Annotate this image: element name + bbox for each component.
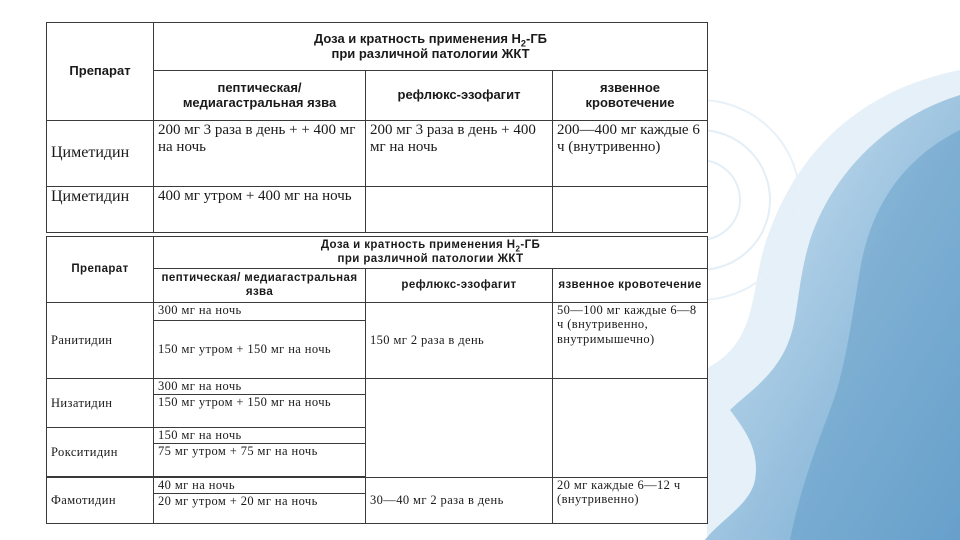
dose-ulcer: 150 мг на ночь: [154, 428, 366, 444]
table-row: [47, 379, 708, 395]
column-header-reflux: рефлюкс-эзофагит: [366, 71, 553, 121]
table-title: Доза и кратность применения $Н_2-ГБ$ при различной патологии ЖКТ: [154, 237, 708, 269]
column-header-reflux: рефлюкс-эзофагит: [366, 269, 553, 303]
column-header-drug: Препарат: [47, 237, 154, 303]
dose-reflux-empty: [366, 379, 553, 478]
column-header-ulcer: пептическая/ медиагастральная язва: [154, 269, 366, 303]
table-row: [47, 303, 708, 321]
dose-bleeding: [553, 187, 708, 233]
drug-name: Фамотидин: [47, 478, 154, 524]
drug-name: Рокситидин: [47, 428, 154, 477]
dose-table-cimetidine: [46, 22, 708, 233]
drug-name: Низатидин: [47, 379, 154, 428]
dose-ulcer: 150 мг утром + 150 мг на ночь: [154, 321, 366, 379]
drug-name: Циметидин: [47, 187, 154, 233]
dose-ulcer: 300 мг на ночь: [154, 379, 366, 395]
dose-ulcer: 200 мг 3 раза в день + + 400 мг на ночь: [154, 121, 366, 187]
dose-reflux: 30—40 мг 2 раза в день: [366, 478, 553, 524]
dose-ulcer: 150 мг утром + 150 мг на ночь: [154, 395, 366, 428]
table-title: Доза и кратность применения $Н_2-ГБ$ при различной патологии ЖКТ: [154, 23, 708, 71]
column-header-drug: Препарат: [47, 23, 154, 121]
table-row: [47, 478, 708, 494]
dose-table-h2-blockers: [46, 236, 708, 524]
column-header-bleeding: язвенное кровотечение: [553, 71, 708, 121]
dose-bleeding-empty: [553, 379, 708, 478]
dose-reflux: 150 мг 2 раза в день: [366, 303, 553, 379]
dose-reflux: 200 мг 3 раза в день + 400 мг на ночь: [366, 121, 553, 187]
table-document: [46, 18, 707, 538]
dose-ulcer: 20 мг утром + 20 мг на ночь: [154, 494, 366, 524]
drug-name: Циметидин: [47, 121, 154, 187]
dose-ulcer: 300 мг на ночь: [154, 303, 366, 321]
dose-bleeding: 200—400 мг каждые 6 ч (внутривенно): [553, 121, 708, 187]
dose-ulcer: 75 мг утром + 75 мг на ночь: [154, 444, 366, 477]
dose-bleeding: 20 мг каждые 6—12 ч (внутривенно): [553, 478, 708, 524]
dose-bleeding: 50—100 мг каждые 6—8 ч (внутривенно, внутримышечно): [553, 303, 708, 379]
column-header-bleeding: язвенное кровотечение: [553, 269, 708, 303]
column-header-ulcer: пептическая/ медиагастральная язва: [154, 71, 366, 121]
table-row: [47, 187, 708, 233]
drug-name: Ранитидин: [47, 303, 154, 379]
dose-reflux: [366, 187, 553, 233]
table-row: [47, 121, 708, 187]
dose-ulcer: 40 мг на ночь: [154, 478, 366, 494]
dose-ulcer: 400 мг утром + 400 мг на ночь: [154, 187, 366, 233]
